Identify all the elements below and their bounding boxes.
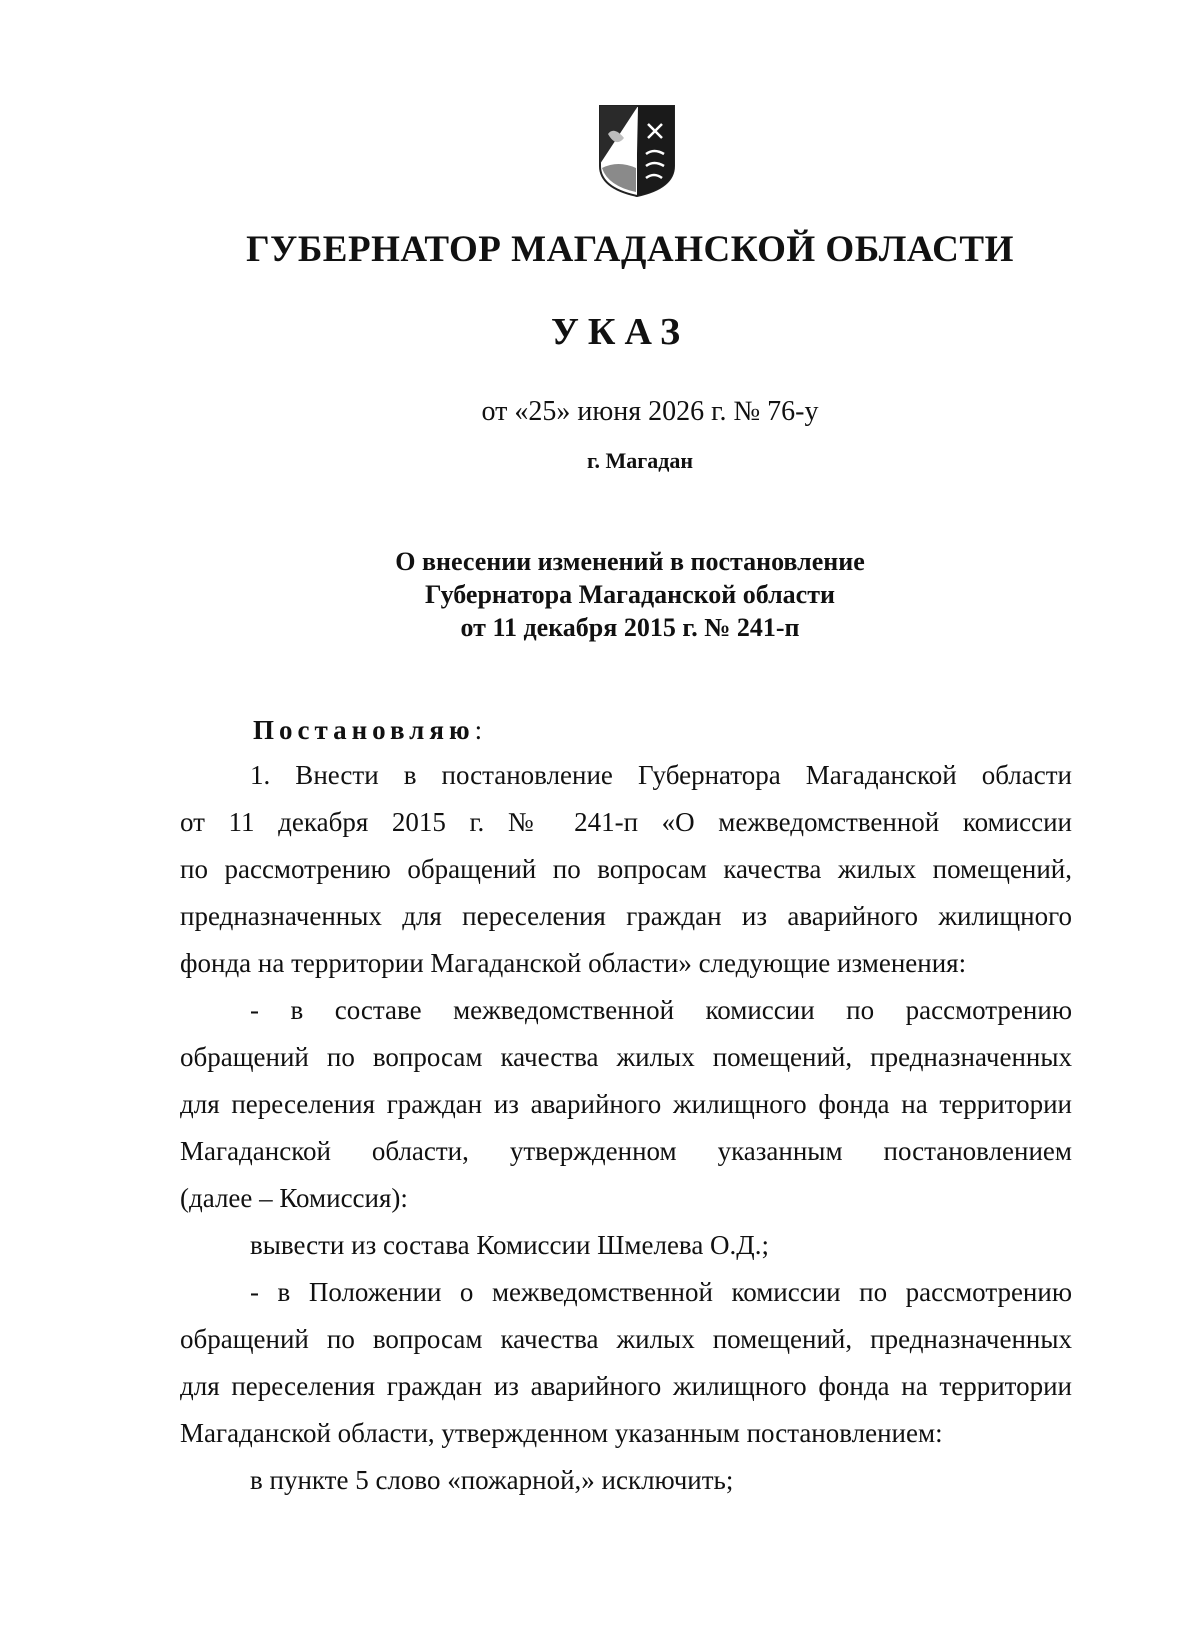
body-line: - в составе межведомственной комиссии по рассмотрению bbox=[250, 995, 1072, 1025]
body-line: Магаданской области, утвержденном указанным постановлением bbox=[180, 1136, 1072, 1166]
document-subject bbox=[30, 545, 1200, 644]
document-city: г. Магадан bbox=[586, 448, 694, 473]
body-line: Магаданской области, утвержденном указанным постановлением: bbox=[180, 1418, 943, 1448]
body-line: (далее – Комиссия): bbox=[180, 1183, 408, 1213]
body-line: 1. Внести в постановление Губернатора Магаданской области bbox=[250, 760, 1072, 790]
document-type: УКАЗ bbox=[551, 311, 689, 353]
body-line: в пункте 5 слово «пожарной,» исключить; bbox=[250, 1465, 734, 1495]
document-date-number: от «25» июня 2026 г. № 76-у bbox=[481, 396, 819, 427]
governor-title: ГУБЕРНАТОР МАГАДАНСКОЙ ОБЛАСТИ bbox=[246, 229, 1014, 270]
body-line: предназначенных для переселения граждан из аварийного жилищного bbox=[180, 901, 1072, 931]
coat-of-arms-icon bbox=[598, 104, 676, 198]
subject-line: О внесении изменений в постановление bbox=[395, 547, 865, 576]
decree-word-text: Постановляю bbox=[253, 715, 475, 745]
body-line: фонда на территории Магаданской области» следующие изменения: bbox=[180, 948, 967, 978]
decree-word-colon: : bbox=[474, 715, 483, 745]
body-line: от 11 декабря 2015 г. № 241-п «О межведомственной комиссии bbox=[180, 807, 1072, 837]
body-line: для переселения граждан из аварийного жилищного фонда на территории bbox=[180, 1089, 1072, 1119]
subject-line: от 11 декабря 2015 г. № 241-п bbox=[460, 613, 800, 642]
body-line: обращений по вопросам качества жилых помещений, предназначенных bbox=[180, 1042, 1072, 1072]
body-line: вывести из состава Комиссии Шмелева О.Д.; bbox=[250, 1230, 769, 1260]
body-line: обращений по вопросам качества жилых помещений, предназначенных bbox=[180, 1324, 1072, 1354]
subject-line: Губернатора Магаданской области bbox=[425, 580, 835, 609]
body-line: для переселения граждан из аварийного жилищного фонда на территории bbox=[180, 1371, 1072, 1401]
body-line: - в Положении о межведомственной комиссии по рассмотрению bbox=[250, 1277, 1072, 1307]
body-line: по рассмотрению обращений по вопросам качества жилых помещений, bbox=[180, 854, 1072, 884]
decree-word bbox=[253, 715, 482, 746]
